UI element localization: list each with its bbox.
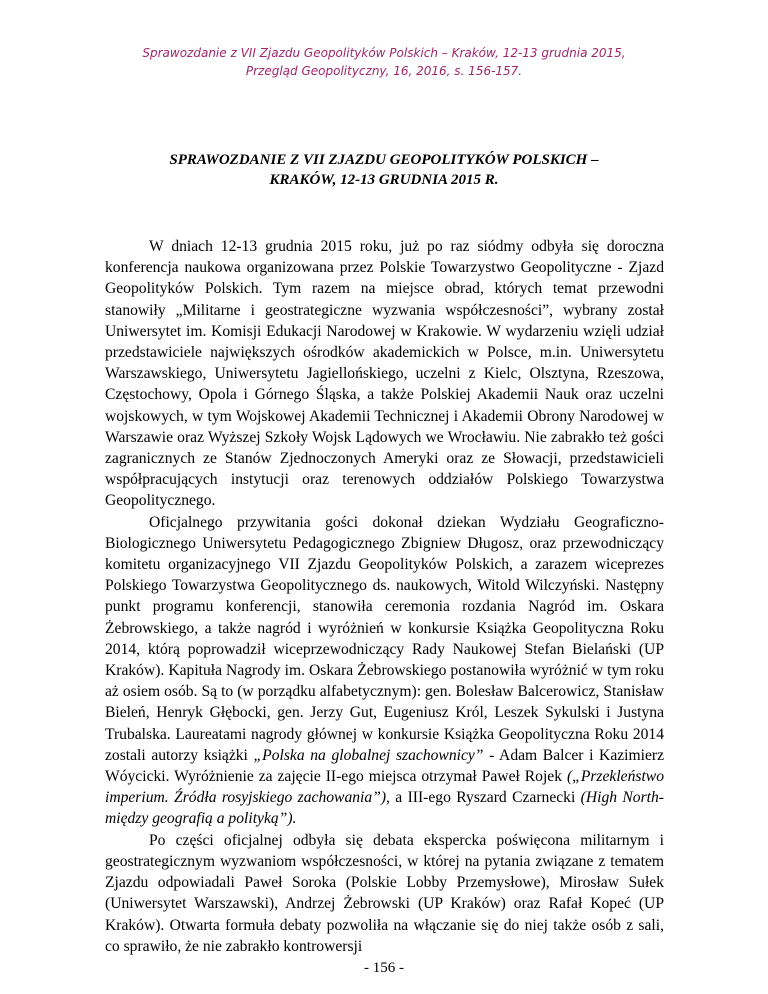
running-header-line-2: Przegląd Geopolityczny, 16, 2016, s. 156-157.: [245, 64, 523, 78]
article-body: [105, 236, 664, 957]
article-title-line-1: SPRAWOZDANIE Z VII ZJAZDU GEOPOLITYKÓW POLSKICH –: [169, 152, 599, 168]
paragraph-1: W dniach 12-13 grudnia 2015 roku, już po raz siódmy odbyła się doroczna konferencja naukowa organizowana przez Polskie Towarzystwo Geopolityczne - Zjazd Geopolityków Polskich. Tym razem na miejsce obrad, których temat przewodni stanowiły „Militarne i geostrategiczne wyzwania współczesności”, wybrany został Uniwersytet im. Komisji Edukacji Narodowej w Krakowie. W wydarzeniu wzięli udział przedstawiciele największych ośrodków akademickich w Polsce, m.in. Uniwersytetu Warszawskiego, Uniwersytetu Jagiellońskiego, uczelni z Kielc, Olsztyna, Rzeszowa, Częstochowy, Opola i Górnego Śląska, a także Polskiej Akademii Nauk oraz uczelni wojskowych, w tym Wojskowej Akademii Technicznej i Akademii Obrony Narodowej w Warszawie oraz Wyższej Szkoły Wojsk Lądowych we Wrocławiu. Nie zabrakło też gości zagranicznych ze Stanów Zjednoczonych Ameryki oraz ze Słowacji, przedstawicieli współpracujących instytucji oraz terenowych oddziałów Polskiego Towarzystwa Geopolitycznego.: [105, 238, 664, 510]
book-title-2: („Przekleństwo imperium. Źródła rosyjskiego zachowania”): [105, 768, 664, 807]
paragraph-3: Po części oficjalnej odbyła się debata ekspercka poświęcona militarnym i geostrategicznym wyzwaniom współczesności, w której na pytania związane z tematem Zjazdu odpowiadali Paweł Soroka (Polskie Lobby Przemysłowe), Mirosław Sułek (Uniwersytet Warszawski), Andrzej Żebrowski (UP Kraków) oraz Rafał Kopeć (UP Kraków). Otwarta formuła debaty pozwoliła na włączanie się do niej także osób z sali, co sprawiło, że nie zabrakło kontrowersji: [105, 831, 664, 955]
paragraph-2-text-b: - Adam Balcer i Kazimierz Wóycicki. Wyróżnienie za zajęcie II-ego miejsca otrzymał Paweł Rojek: [105, 746, 664, 786]
article-title-line-2: KRAKÓW, 12-13 GRUDNIA 2015 R.: [269, 172, 499, 188]
page-number: - 156 -: [364, 960, 404, 976]
book-title-3: (High North- między geografią a polityką”).: [105, 789, 664, 828]
paragraph-2: [105, 512, 664, 830]
running-header-line-1: Sprawozdanie z VII Zjazdu Geopolityków Polskich – Kraków, 12-13 grudnia 2015,: [142, 46, 626, 60]
paragraph-2-text-c: , a III-ego Ryszard Czarnecki: [386, 789, 581, 807]
book-title-1: „Polska na globalnej szachownicy”: [253, 746, 484, 764]
running-header: [60, 44, 708, 80]
article-title: [80, 150, 688, 190]
paragraph-2-text-a: Oficjalnego przywitania gości dokonał dziekan Wydziału Geograficzno-Biologicznego Uniwersytetu Pedagogicznego Zbigniew Długosz, oraz przewodniczący komitetu organizacyjnego VII Zjazdu Geopolityków Polskich, a zarazem wiceprezes Polskiego Towarzystwa Geopolitycznego ds. naukowych, Witold Wilczyński. Następny punkt programu konferencji, stanowiła ceremonia rozdania Nagród im. Oskara Żebrowskiego, a także nagród i wyróżnień w konkursie Książka Geopolityczna Roku 2014, którą poprowadził wiceprzewodniczący Rady Naukowej Stefan Bielański (UP Kraków). Kapituła Nagrody im. Oskara Żebrowskiego postanowiła wyróżnić w tym roku aż osiem osób. Są to (w porządku alfabetycznym): gen. Bolesław Balcerowicz, Stanisław Bieleń, Henryk Głębocki, gen. Jerzy Gut, Eugeniusz Król, Leszek Sykulski i Justyna Trubalska. Laureatami nagrody głównej w konkursie Książka Geopolityczna Roku 2014 zostali autorzy książki: [105, 513, 664, 764]
